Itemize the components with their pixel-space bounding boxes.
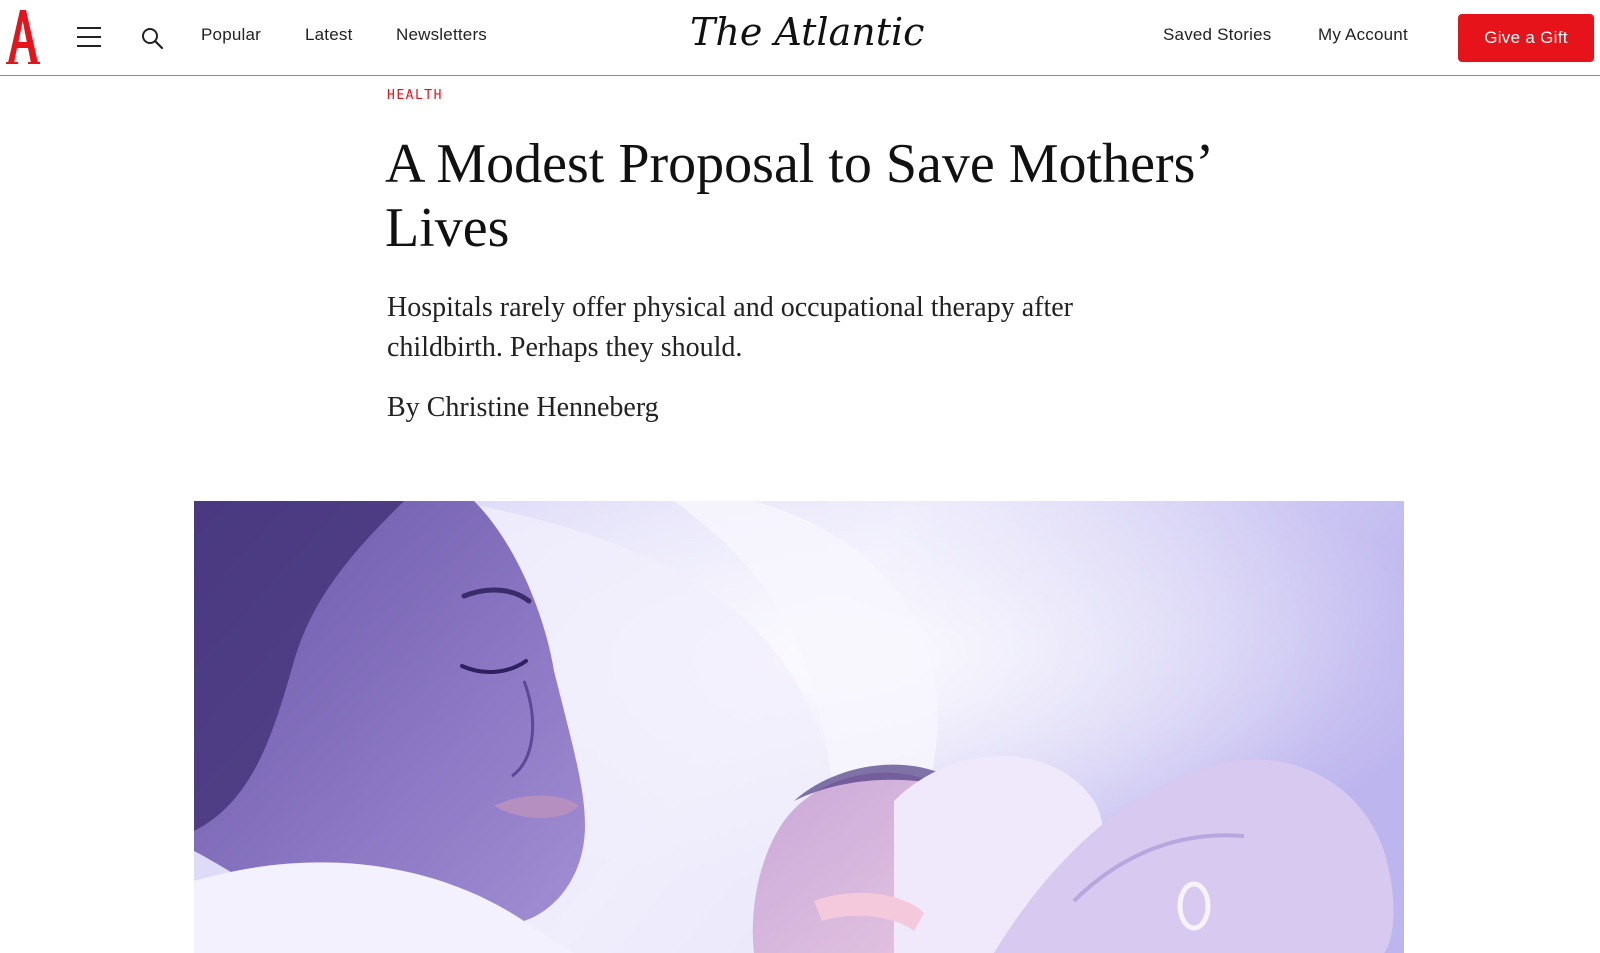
section-label[interactable]: HEALTH bbox=[387, 88, 443, 103]
hero-image bbox=[194, 501, 1404, 953]
nav-newsletters-link[interactable]: Newsletters bbox=[396, 25, 488, 44]
the-atlantic-wordmark[interactable]: The Atlantic bbox=[690, 10, 925, 54]
nav-my-account-link[interactable]: My Account bbox=[1318, 25, 1408, 44]
nav-popular-link[interactable]: Popular bbox=[201, 25, 261, 44]
atlantic-a-logo[interactable] bbox=[6, 6, 40, 64]
hamburger-menu-icon[interactable] bbox=[75, 25, 103, 49]
article-byline bbox=[387, 390, 659, 426]
give-a-gift-button[interactable]: Give a Gift bbox=[1458, 14, 1594, 62]
article-headline: A Modest Proposal to Save Mothers’ Lives bbox=[385, 133, 1210, 259]
hero-photo bbox=[194, 501, 1404, 953]
nav-latest-link[interactable]: Latest bbox=[305, 25, 353, 44]
site-header bbox=[0, 0, 1600, 76]
article-dek: Hospitals rarely offer physical and occupational therapy after childbirth. Perhaps they should. bbox=[387, 292, 1073, 363]
search-icon[interactable] bbox=[140, 26, 164, 50]
nav-saved-stories-link[interactable]: Saved Stories bbox=[1163, 25, 1272, 44]
byline-prefix: By bbox=[387, 392, 420, 423]
author-link[interactable]: Christine Henneberg bbox=[426, 392, 659, 423]
